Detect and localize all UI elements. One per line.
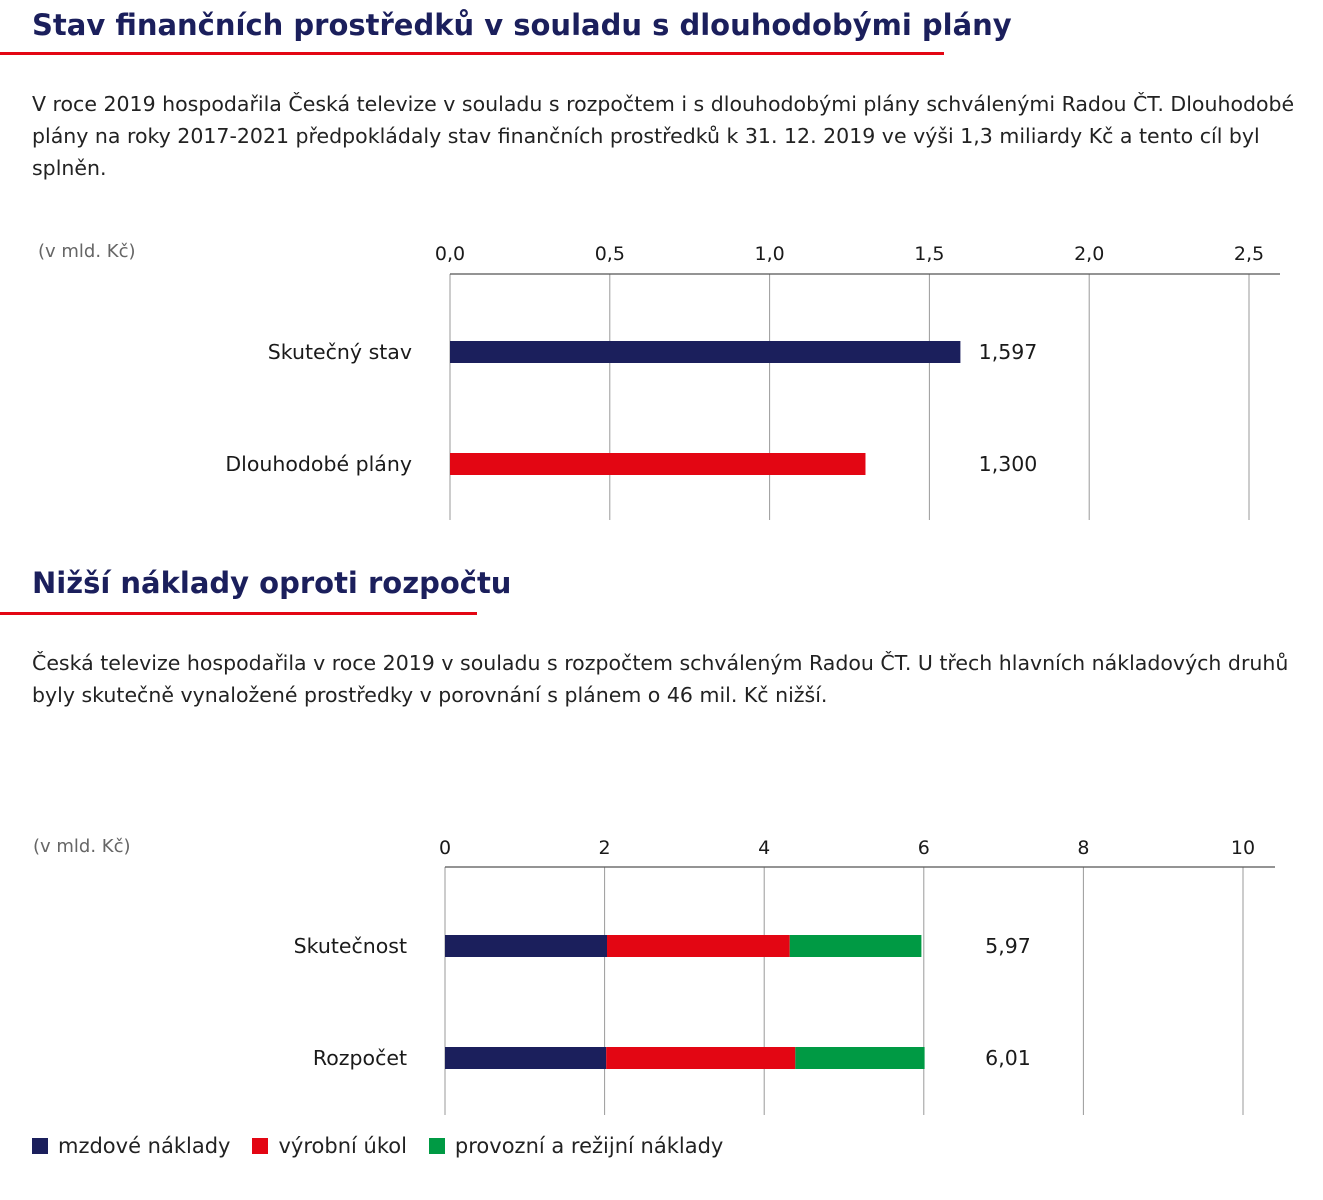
bar-segment [606,1047,795,1069]
x-tick-label: 10 [1230,837,1256,859]
x-tick-label: 1,0 [754,243,785,265]
legend-item-operating [429,1134,723,1158]
section1-title-underline [0,52,944,55]
section2-title: Nižší náklady oproti rozpočtu [32,566,512,600]
x-tick-label: 4 [758,837,771,859]
legend-item-wages [32,1134,230,1158]
chart2-legend [32,1134,745,1158]
chart2-costs-vs-budget [0,825,1323,1125]
category-label: Skutečný stav [267,340,412,364]
x-tick-label: 1,5 [914,243,945,265]
chart2-unit-label: (v mld. Kč) [33,836,131,857]
x-tick-label: 6 [917,837,930,859]
chart1-unit-label: (v mld. Kč) [38,241,136,262]
category-label: Skutečnost [293,934,407,958]
legend-label-wages: mzdové náklady [58,1134,231,1158]
x-tick-label: 8 [1077,837,1090,859]
x-tick-label: 2,5 [1233,243,1265,265]
x-tick-label: 2 [598,837,611,859]
bar [450,453,865,475]
legend-swatch-production [252,1138,268,1154]
section1-paragraph: V roce 2019 hospodařila Česká televize v souladu s rozpočtem i s dlouhodobými plány schválenými Radou ČT. Dlouhodobé plány na roky 2017-2021 předpokládaly stav finančních prostředků k 31. 12. 2019 ve výši 1,3 miliardy Kč a tento cíl byl splněn. [32,92,1295,180]
total-value-label: 5,97 [985,934,1031,958]
bar-segment [790,935,922,957]
legend-label-production: výrobní úkol [278,1134,407,1158]
category-label: Dlouhodobé plány [225,452,412,476]
legend-swatch-operating [429,1138,445,1154]
x-tick-label: 0,0 [434,243,466,265]
bar-segment [445,935,607,957]
section1-title: Stav finančních prostředků v souladu s dlouhodobými plány [32,8,1012,42]
legend-label-operating: provozní a režijní náklady [454,1134,724,1158]
section2-paragraph: Česká televize hospodařila v roce 2019 v souladu s rozpočtem schváleným Radou ČT. U třech hlavních nákladových druhů byly skutečně vynaložené prostředky v porovnání s plánem o 46 mil. Kč nižší. [32,651,1289,707]
category-label: Rozpočet [312,1046,407,1070]
x-tick-label: 0 [438,837,452,859]
total-value-label: 6,01 [985,1046,1031,1070]
bar-segment [607,935,790,957]
value-label: 1,300 [978,452,1038,476]
chart1-financial-balance [0,230,1323,530]
section2-title-underline [0,612,477,615]
x-tick-label: 2,0 [1074,243,1105,265]
legend-swatch-wages [32,1138,48,1154]
value-label: 1,597 [978,340,1038,364]
bar-segment [795,1047,924,1069]
x-tick-label: 0,5 [594,243,625,265]
bar [450,341,960,363]
legend-item-production [252,1134,406,1158]
bar-segment [445,1047,606,1069]
